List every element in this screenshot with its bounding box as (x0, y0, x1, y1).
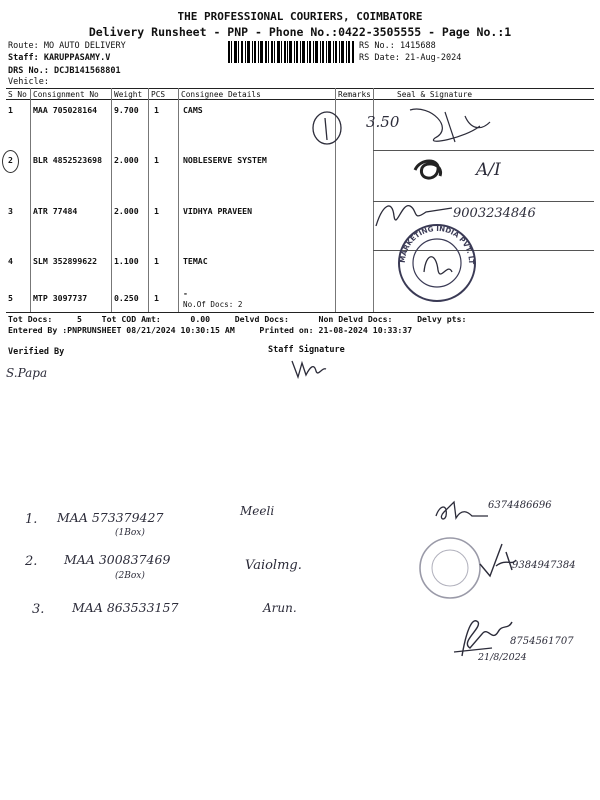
row-consignee: NOBLESERVE SYSTEM (183, 155, 267, 165)
receiver-phone-c: 8754561707 (510, 636, 574, 647)
row-consignment: SLM 352899622 (33, 256, 98, 266)
table-top-rule (6, 88, 594, 89)
staff-signature-label: Staff Signature (268, 345, 345, 355)
col-header-remarks: Remarks (338, 90, 371, 99)
row2-note: A/I (476, 160, 501, 180)
entry-consignment: MAA 573379427 (57, 510, 164, 525)
row-consignee: CAMS (183, 105, 203, 115)
row-sno: 2 (8, 155, 13, 165)
staff-signature-icon (290, 357, 330, 383)
col-divider (148, 88, 149, 312)
row-pcs: 1 (154, 155, 159, 165)
row1-note: 3.50 (366, 113, 400, 131)
row-pcs: 1 (154, 256, 159, 266)
row-sno: 4 (8, 256, 13, 266)
row-sno: 1 (8, 105, 13, 115)
row-weight: 2.000 (114, 206, 139, 216)
entry-number: 2. (25, 554, 38, 569)
totals-line: Tot Docs: 5 Tot COD Amt: 0.00 Delvd Docs: Non Delvd Docs: Delvy pts: (8, 314, 467, 324)
row3-phone: 9003234846 (453, 206, 536, 221)
table-header-rule (6, 99, 594, 100)
row-weight: 1.100 (114, 256, 139, 266)
barcode-image (228, 41, 354, 63)
row-consignee: VIDHYA PRAVEEN (183, 206, 253, 216)
col-divider (178, 88, 179, 312)
runsheet-title: Delivery Runsheet - PNP - Phone No.:0422-3505555 - Page No.:1 (88, 25, 512, 39)
row-sno: 3 (8, 206, 13, 216)
row-weight: 9.700 (114, 105, 139, 115)
receiver-date: 21/8/2024 (478, 652, 527, 663)
entry-name: Meeli (240, 504, 275, 518)
receiver-phone-a: 6374486696 (488, 500, 552, 511)
row-consignment: MAA 705028164 (33, 105, 98, 115)
col-header-consignment: Consignment No (33, 90, 99, 99)
row-sno: 5 (8, 293, 13, 303)
col-divider (30, 88, 31, 312)
entry-box: (2Box) (115, 571, 145, 581)
row2-scribble-icon (410, 156, 480, 186)
entry-consignment: MAA 863533157 (72, 600, 179, 615)
row-consignee: TEMAC (183, 256, 208, 266)
drs-number: DRS No.: DCJB141568801 (8, 66, 121, 76)
row-consignee: - (183, 288, 188, 298)
entry-consignment: MAA 300837469 (64, 552, 171, 567)
row-weight: 0.250 (114, 293, 139, 303)
entry-name: Arun. (263, 601, 297, 615)
col-header-consignee: Consignee Details (181, 90, 261, 99)
staff-label: Staff: KARUPPASAMY.V (8, 53, 111, 63)
verified-by-label: Verified By (8, 347, 65, 357)
entry-box: (1Box) (115, 528, 145, 538)
col-header-sno: S No (8, 90, 27, 99)
col-header-seal: Seal & Signature (397, 90, 473, 99)
row-doc-count: No.Of Docs: 2 (183, 300, 243, 309)
col-divider (111, 88, 112, 312)
entry-number: 1. (25, 512, 38, 527)
stamp-text: MARKETING INDIA PVT. LTD. (393, 216, 476, 265)
company-stamp-icon (393, 216, 478, 304)
row-consignment: ATR 77484 (33, 206, 78, 216)
verifier-signature: S.Papa (6, 366, 48, 380)
table-bottom-rule (6, 312, 594, 313)
row-pcs: 1 (154, 105, 159, 115)
entry-name: Vaiolmg. (245, 558, 302, 573)
col-header-weight: Weight (114, 90, 143, 99)
col-header-pcs: PCS (151, 90, 166, 99)
row1-signature-icon (305, 108, 505, 158)
receiver-signature-icon (432, 498, 492, 524)
company-name: THE PROFESSIONAL COURIERS, COIMBATORE (177, 10, 423, 23)
row-consignment: BLR 4852523698 (33, 155, 103, 165)
rs-number: RS No.: 1415688 (359, 41, 436, 51)
vehicle-label: Vehicle: (8, 77, 49, 87)
entry-number: 3. (32, 602, 45, 617)
row-pcs: 1 (154, 206, 159, 216)
rs-date: RS Date: 21-Aug-2024 (359, 53, 462, 63)
row-weight: 2.000 (114, 155, 139, 165)
row2-circle-mark (2, 150, 19, 173)
row-pcs: 1 (154, 293, 159, 303)
entered-by-line: Entered By :PNPRUNSHEET 08/21/2024 10:30:15 AM Printed on: 21-08-2024 10:33:37 (8, 325, 413, 335)
receiver-phone-b: 9384947384 (512, 560, 576, 571)
row-consignment: MTP 3097737 (33, 293, 88, 303)
route-label: Route: MO AUTO DELIVERY (8, 41, 126, 51)
